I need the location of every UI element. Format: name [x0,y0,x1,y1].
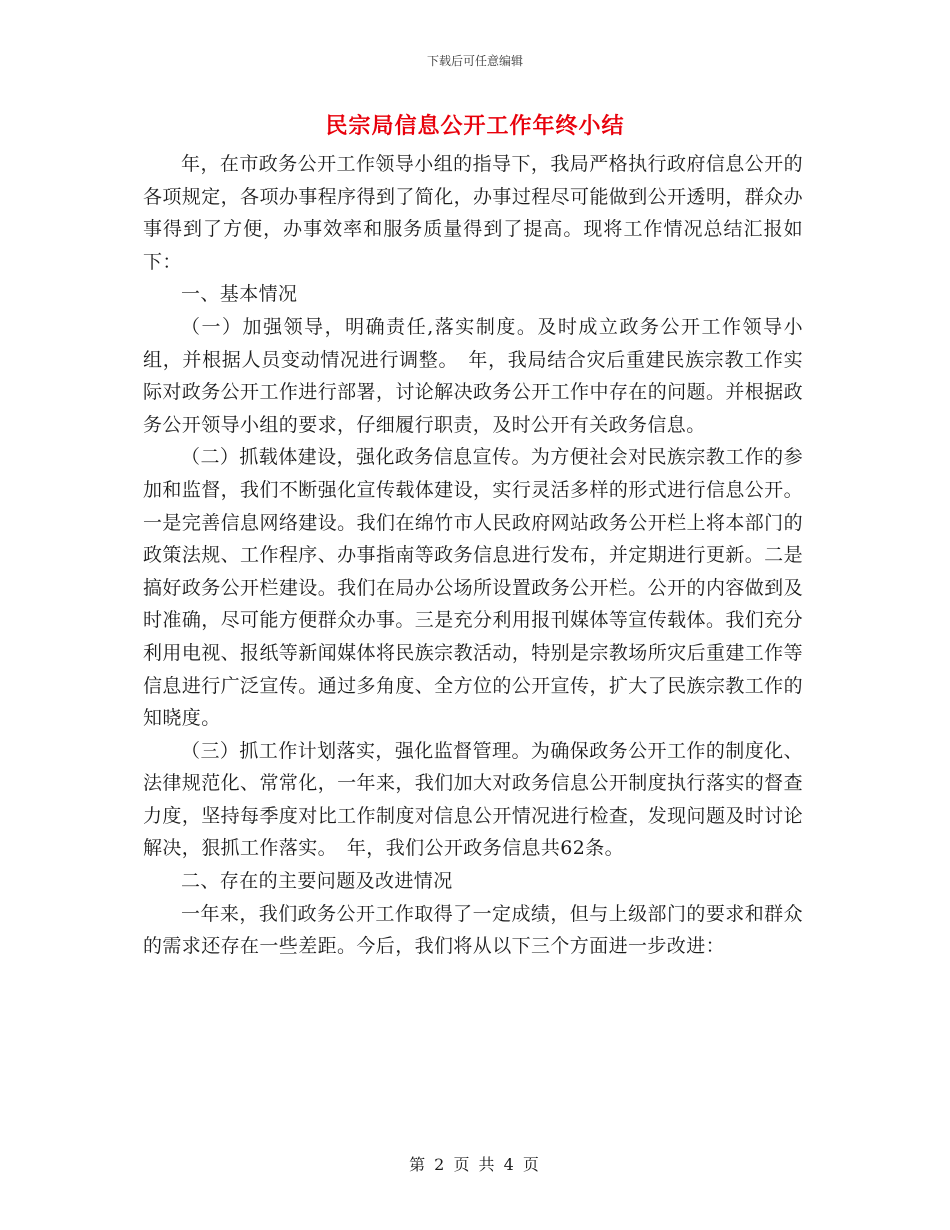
document-title: 民宗局信息公开工作年终小结 [325,113,625,139]
paragraph-leadership: （一）加强领导，明确责任,落实制度。及时成立政务公开工作领导小组，并根据人员变动情况进行调整。 年，我局结合灾后重建民族宗教工作实际对政务公开工作进行部署，讨论解决政务公开工作中存在的问题。并根据政务公开领导小组的要求，仔细履行职责，及时公开有关政务信息。 [143,315,803,436]
header-note: 下载后可任意编辑 [426,54,523,68]
paragraph-intro: 年，在市政务公开工作领导小组的指导下，我局严格执行政府信息公开的各项规定，各项办事程序得到了简化，办事过程尽可能做到公开透明，群众办事得到了方便，办事效率和服务质量得到了提高。现将工作情况总结汇报如下： [143,153,803,273]
page-number: 第 2 页 共 4 页 [409,1155,541,1174]
paragraph-supervision: （三）抓工作计划落实，强化监督管理。为确保政务公开工作的制度化、法律规范化、常常化，一年来，我们加大对政务信息公开制度执行落实的督查力度，坚持每季度对比工作制度对信息公开情况进行检查，发现问题及时讨论解决，狠抓工作落实。 年，我们公开政务信息共62条。 [143,739,803,860]
paragraph-improvement: 一年来，我们政务公开工作取得了一定成绩，但与上级部门的要求和群众的需求还存在一些差距。今后，我们将从以下三个方面进一步改进： [143,902,803,958]
document-body [143,148,803,963]
section-heading-problems: 二、存在的主要问题及改进情况 [181,870,453,893]
section-heading-basic: 一、基本情况 [181,283,298,306]
paragraph-carrier: （二）抓载体建设，强化政务信息宣传。为方便社会对民族宗教工作的参加和监督，我们不断强化宣传载体建设，实行灵活多样的形式进行信息公开。一是完善信息网络建设。我们在绵竹市人民政府网站政务公开栏上将本部门的政策法规、工作程序、办事指南等政务信息进行发布，并定期进行更新。二是搞好政务公开栏建设。我们在局办公场所设置政务公开栏。公开的内容做到及时准确，尽可能方便群众办事。三是充分利用报刊媒体等宣传载体。我们充分利用电视、报纸等新闻媒体将民族宗教活动，特别是宗教场所灾后重建工作等信息进行广泛宣传。通过多角度、全方位的公开宣传，扩大了民族宗教工作的知晓度。 [143,446,803,730]
